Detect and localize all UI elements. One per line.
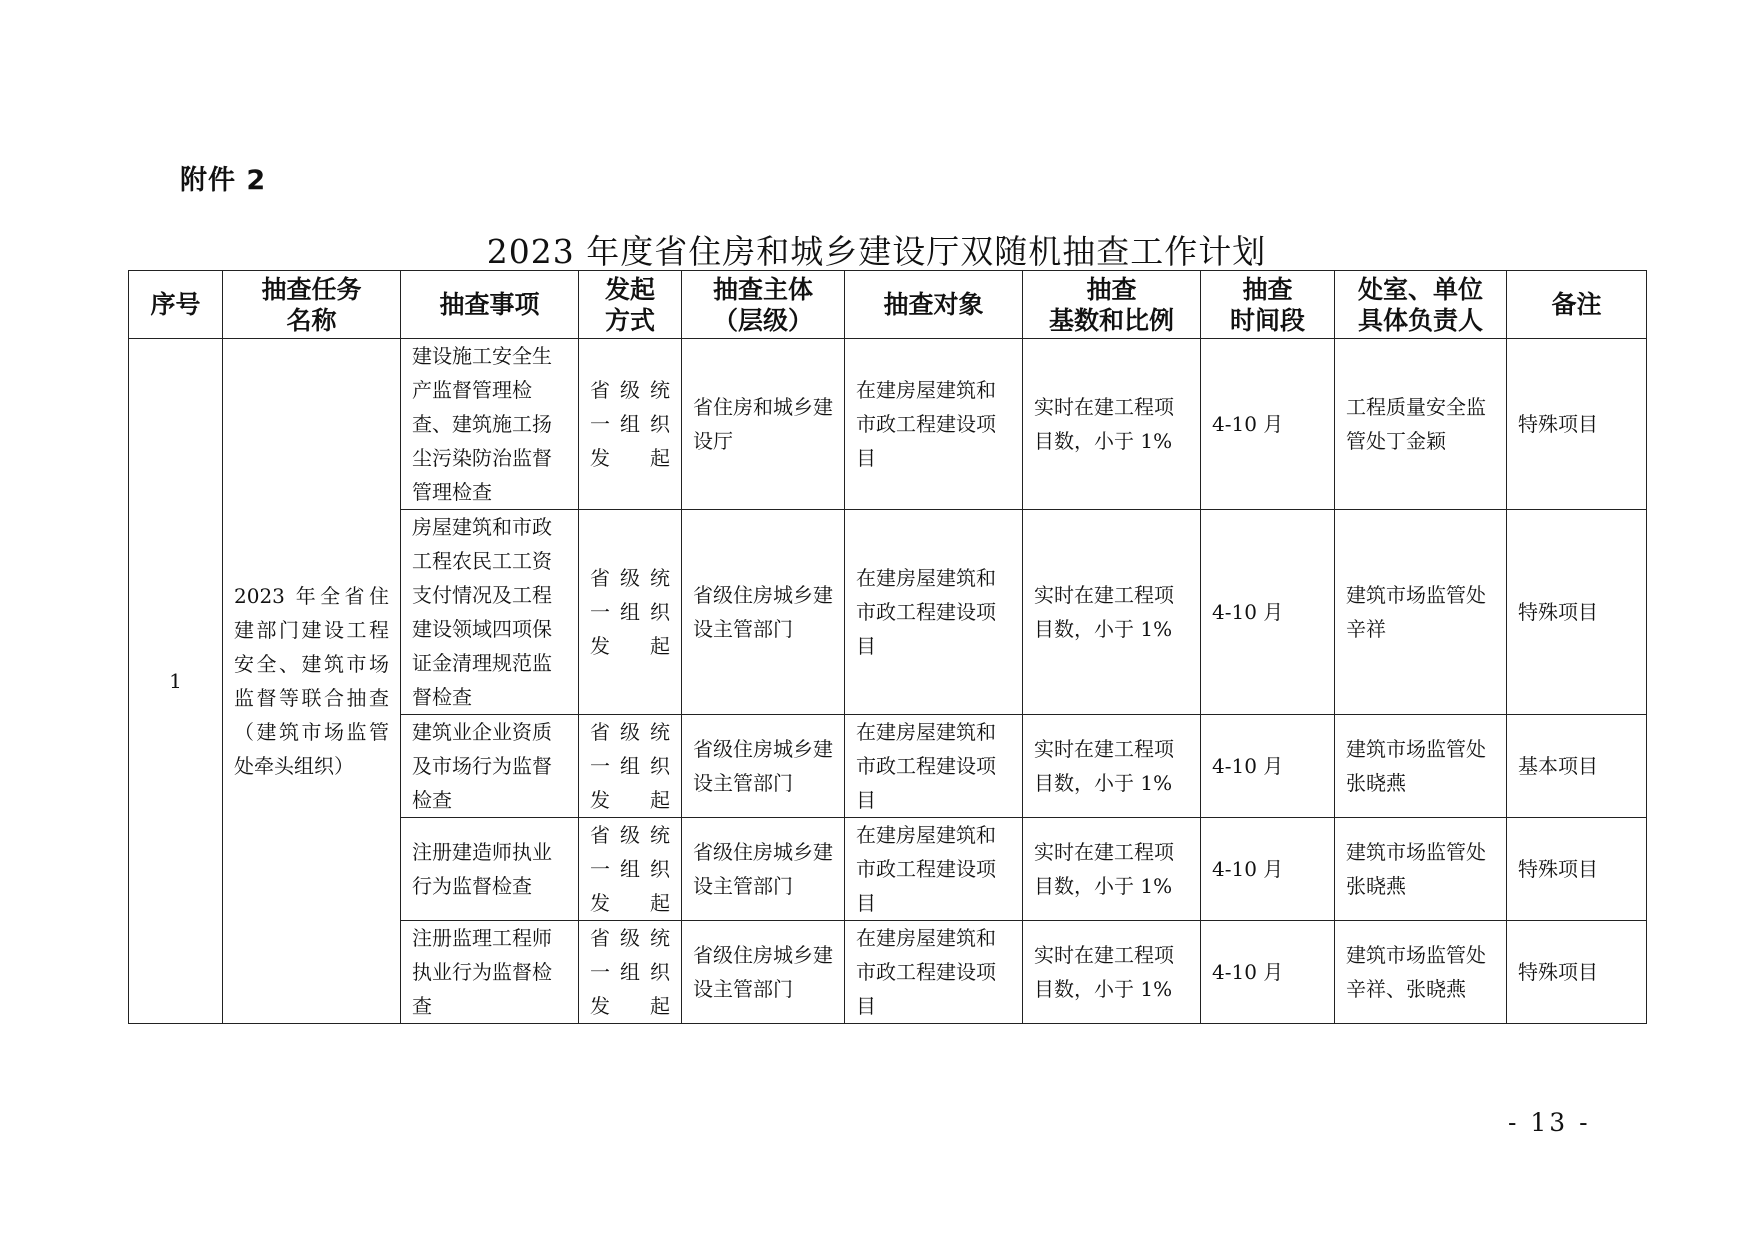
base-ratio-cell: 实时在建工程项目数，小于 1% — [1023, 818, 1201, 921]
page-number: - 13 - — [1508, 1108, 1591, 1137]
method-cell: 省级统 一组织 发起 — [579, 818, 682, 921]
subject-cell: 省级住房城乡建设主管部门 — [682, 510, 845, 715]
table-header-row — [129, 271, 1647, 339]
note-cell: 特殊项目 — [1507, 818, 1647, 921]
header-item: 抽查事项 — [401, 271, 579, 339]
responsible-cell: 建筑市场监管处 张晓燕 — [1335, 818, 1507, 921]
responsible-cell: 建筑市场监管处 张晓燕 — [1335, 715, 1507, 818]
period-cell: 4-10 月 — [1201, 921, 1335, 1024]
header-note: 备注 — [1507, 271, 1647, 339]
subject-cell: 省住房和城乡建设厅 — [682, 339, 845, 510]
note-cell: 基本项目 — [1507, 715, 1647, 818]
header-method: 发起 方式 — [579, 271, 682, 339]
attachment-label: 附件 2 — [180, 165, 267, 196]
object-cell: 在建房屋建筑和市政工程建设项目 — [845, 339, 1023, 510]
subject-cell: 省级住房城乡建设主管部门 — [682, 818, 845, 921]
method-cell: 省级统 一组织 发起 — [579, 339, 682, 510]
period-cell: 4-10 月 — [1201, 339, 1335, 510]
base-ratio-cell: 实时在建工程项目数，小于 1% — [1023, 339, 1201, 510]
inspection-plan-table — [128, 270, 1647, 1024]
period-cell: 4-10 月 — [1201, 715, 1335, 818]
note-cell: 特殊项目 — [1507, 510, 1647, 715]
subject-cell: 省级住房城乡建设主管部门 — [682, 715, 845, 818]
item-cell: 建筑业企业资质及市场行为监督检查 — [401, 715, 579, 818]
header-seq: 序号 — [129, 271, 223, 339]
task-name-cell: 2023 年全省住建部门建设工程安全、建筑市场监督等联合抽查（建筑市场监管处牵头组织） — [223, 339, 401, 1024]
subject-cell: 省级住房城乡建设主管部门 — [682, 921, 845, 1024]
object-cell: 在建房屋建筑和市政工程建设项目 — [845, 818, 1023, 921]
item-cell: 注册建造师执业行为监督检查 — [401, 818, 579, 921]
responsible-cell: 工程质量安全监管处丁金颖 — [1335, 339, 1507, 510]
object-cell: 在建房屋建筑和市政工程建设项目 — [845, 921, 1023, 1024]
header-task-name: 抽查任务 名称 — [223, 271, 401, 339]
document-title: 2023 年度省住房和城乡建设厅双随机抽查工作计划 — [486, 232, 1267, 271]
base-ratio-cell: 实时在建工程项目数，小于 1% — [1023, 510, 1201, 715]
header-period: 抽查 时间段 — [1201, 271, 1335, 339]
item-cell: 注册监理工程师执业行为监督检查 — [401, 921, 579, 1024]
period-cell: 4-10 月 — [1201, 818, 1335, 921]
note-cell: 特殊项目 — [1507, 339, 1647, 510]
header-object: 抽查对象 — [845, 271, 1023, 339]
header-base-ratio: 抽查 基数和比例 — [1023, 271, 1201, 339]
header-responsible: 处室、单位 具体负责人 — [1335, 271, 1507, 339]
object-cell: 在建房屋建筑和市政工程建设项目 — [845, 715, 1023, 818]
base-ratio-cell: 实时在建工程项目数，小于 1% — [1023, 715, 1201, 818]
seq-cell: 1 — [129, 339, 223, 1024]
base-ratio-cell: 实时在建工程项目数，小于 1% — [1023, 921, 1201, 1024]
header-subject: 抽查主体 （层级） — [682, 271, 845, 339]
responsible-cell: 建筑市场监管处 辛祥、张晓燕 — [1335, 921, 1507, 1024]
item-cell: 建设施工安全生产监督管理检查、建筑施工扬尘污染防治监督管理检查 — [401, 339, 579, 510]
method-cell: 省级统 一组织 发起 — [579, 510, 682, 715]
responsible-cell: 建筑市场监管处 辛祥 — [1335, 510, 1507, 715]
object-cell: 在建房屋建筑和市政工程建设项目 — [845, 510, 1023, 715]
method-cell: 省级统 一组织 发起 — [579, 921, 682, 1024]
table-row — [129, 339, 1647, 510]
method-cell: 省级统 一组织 发起 — [579, 715, 682, 818]
item-cell: 房屋建筑和市政工程农民工工资支付情况及工程建设领域四项保证金清理规范监督检查 — [401, 510, 579, 715]
period-cell: 4-10 月 — [1201, 510, 1335, 715]
note-cell: 特殊项目 — [1507, 921, 1647, 1024]
